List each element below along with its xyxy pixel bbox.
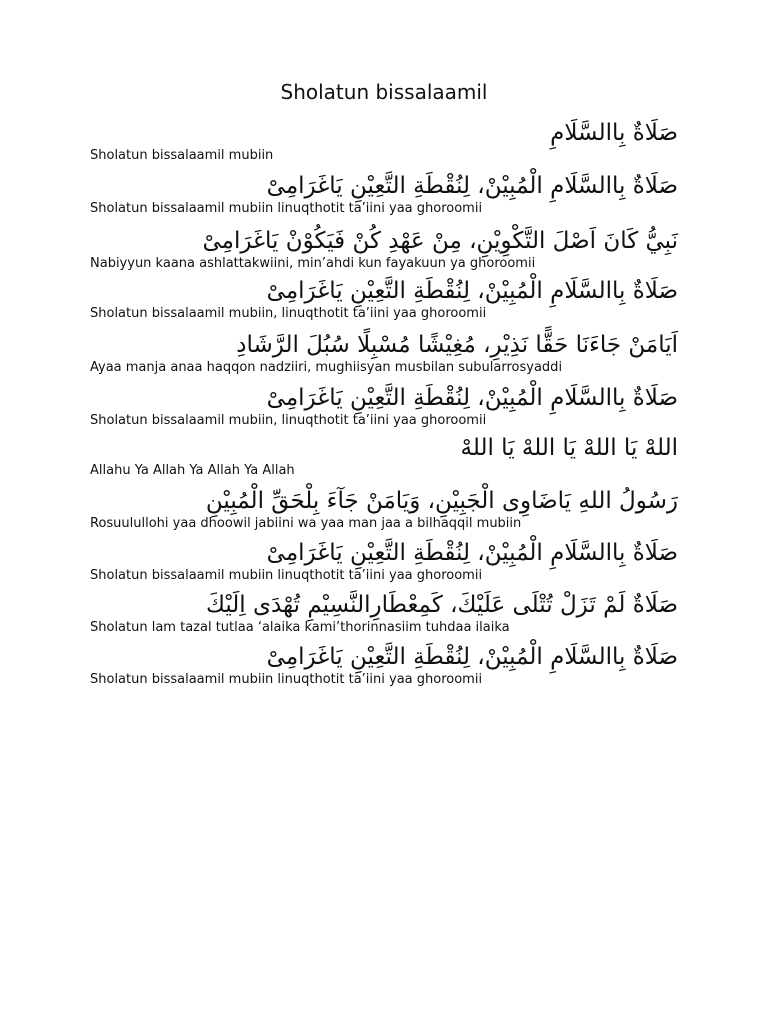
arabic-line: صَلَاةٌ بِاالسَّلَامِ الْمُبِيْنْ، لِنُقْطَةِ التَّعِيْنِ يَاغَرَامِىْ bbox=[266, 173, 678, 199]
arabic-line: صَلَاةٌ بِاالسَّلَامِ الْمُبِيْنْ، لِنُقْطَةِ التَّعِيْنِ يَاغَرَامِىْ bbox=[266, 644, 678, 670]
arabic-line: اَيَامَنْ جَاءَنَا حَقًّا نَذِيْرِ، مُغِيْشًا مُسْبِلًا سُبُلَ الرَّشَادِ bbox=[236, 332, 678, 358]
transliteration-line: Sholatun bissalaamil mubiin linuqthotit ta’iini yaa ghoroomii bbox=[90, 201, 483, 216]
transliteration-line: Sholatun bissalaamil mubiin, linuqthotit ta’iini yaa ghoroomii bbox=[90, 413, 487, 428]
arabic-line: صَلَاةٌ بِاالسَّلَامِ bbox=[550, 120, 678, 146]
transliteration-line: Sholatun bissalaamil mubiin bbox=[90, 148, 274, 163]
arabic-line: رَسُولُ اللهِ يَاضَاوِى الْجَبِيْنِ، وَيَامَنْ جَآءَ بِلْحَقِّ الْمُبِيْنِ bbox=[205, 488, 678, 514]
arabic-line: نَبِيُّ كَانَ اَصْلَ التَّكْوِيْنِ، مِنْ عَهْدِ كُنْ فَيَكُوْنْ يَاغَرَامِىْ bbox=[202, 228, 678, 254]
transliteration-line: Allahu Ya Allah Ya Allah Ya Allah bbox=[90, 463, 295, 478]
arabic-line: صَلَاةٌ بِاالسَّلَامِ الْمُبِيْنْ، لِنُقْطَةِ التَّعِيْنِ يَاغَرَامِىْ bbox=[266, 278, 678, 304]
transliteration-line: Ayaa manja anaa haqqon nadziiri, mughiisyan musbilan subularrosyaddi bbox=[90, 360, 563, 375]
arabic-line: صَلَاةٌ بِاالسَّلَامِ الْمُبِيْنْ، لِنُقْطَةِ التَّعِيْنِ يَاغَرَامِىْ bbox=[266, 540, 678, 566]
transliteration-line: Sholatun bissalaamil mubiin, linuqthotit ta’iini yaa ghoroomii bbox=[90, 306, 487, 321]
transliteration-line: Rosuulullohi yaa dhoowil jabiini wa yaa man jaa a bilhaqqil mubiin bbox=[90, 516, 522, 531]
transliteration-line: Nabiyyun kaana ashlattakwiini, min’ahdi kun fayakuun ya ghoroomii bbox=[90, 256, 536, 271]
transliteration-line: Sholatun bissalaamil mubiin linuqthotit ta’iini yaa ghoroomii bbox=[90, 568, 483, 583]
arabic-line: صَلَاةٌ لَمْ تَزَلْ تُتْلَى عَلَيْكَ، كَمِعْطَارِالنَّسِيْمِ تُهْدَى اِلَيْكَ bbox=[205, 592, 678, 618]
arabic-line: صَلَاةٌ بِاالسَّلَامِ الْمُبِيْنْ، لِنُقْطَةِ التَّعِيْنِ يَاغَرَامِىْ bbox=[266, 385, 678, 411]
transliteration-line: Sholatun bissalaamil mubiin linuqthotit ta’iini yaa ghoroomii bbox=[90, 672, 483, 687]
page-title: Sholatun bissalaamil bbox=[280, 80, 488, 104]
arabic-line: اللهْ يَا اللهْ يَا اللهْ يَا اللهْ bbox=[460, 435, 678, 461]
transliteration-line: Sholatun lam tazal tutlaa ‘alaika kami’thorinnasiim tuhdaa ilaika bbox=[90, 620, 510, 635]
